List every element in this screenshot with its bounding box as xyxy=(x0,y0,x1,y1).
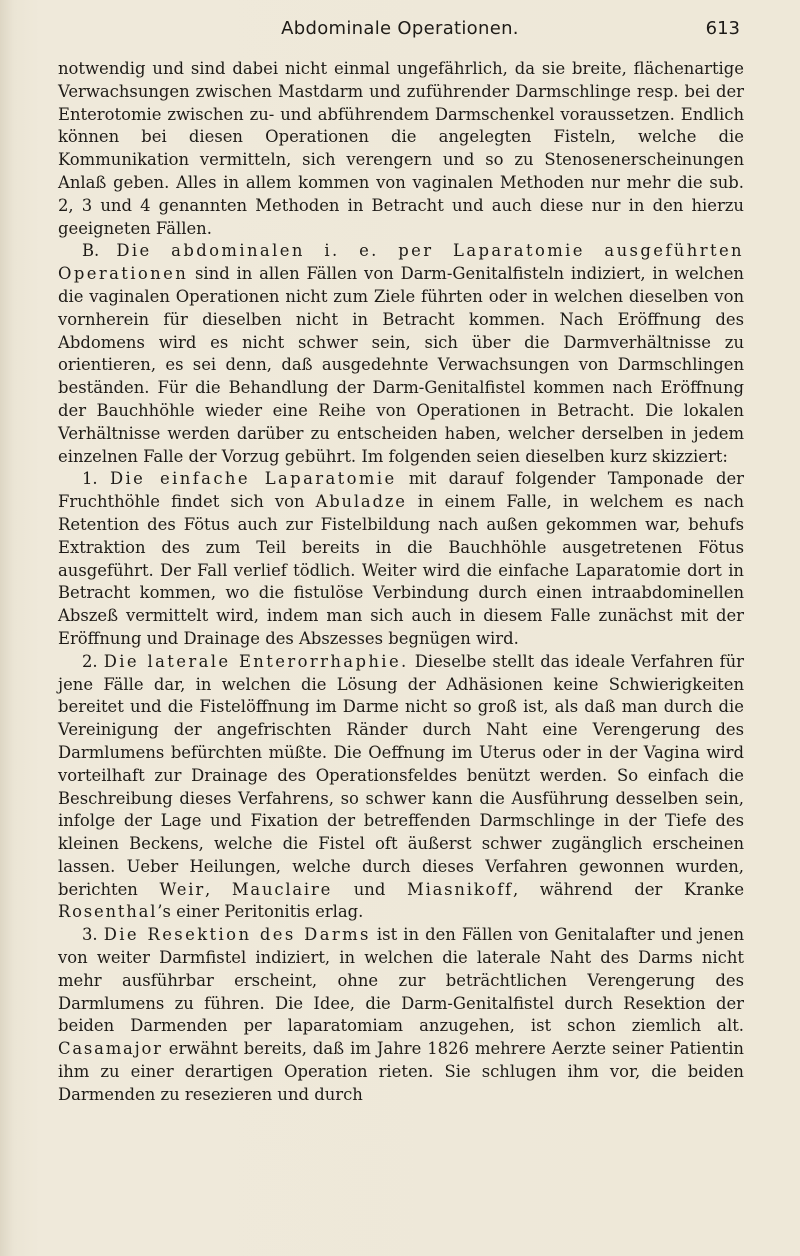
text-run: notwendig und sind dabei nicht einmal ungefährlich, da sie breite, flächenartige Verwachsungen zwischen Mastdarm und zuführender Darmschlinge resp. bei der Enterotomie zwischen zu- und abführendem Darmschenkel voraussetzen. Endlich können bei diesen Operationen die angelegten Fisteln, welche die Kommunikation vermitteln, sich verengern und so zu Stenosenerscheinungen Anlaß geben. Alles in allem kommen von vaginalen Methoden nur mehr die sub. 2, 3 und 4 genannten Methoden in Betracht und auch diese nur in den hierzu geeigneten Fällen. xyxy=(58,59,744,238)
author-name: Casamajor xyxy=(58,1039,163,1059)
author-name: Rosenthal xyxy=(58,902,158,922)
paragraph-4 xyxy=(58,924,744,1106)
spaced-heading: Die einfache Laparatomie xyxy=(109,469,397,489)
paragraph-0 xyxy=(58,58,744,240)
spaced-heading: Die laterale Enterorrhaphie. xyxy=(103,651,409,671)
text-run: 3. xyxy=(82,925,104,945)
text-run: in einem Falle, in welchem es nach Retention des Fötus auch zur Fistelbildung nach außen gekommen war, behufs Extraktion des zum Teil bereits in die Bauchhöhle ausgetretenen Fötus ausgeführt. Der Fall verlief tödlich. Weiter wird die einfache Laparatomie dort in Betracht kommen, wo die fistulöse Verbindung durch einen intraabdominellen Abszeß vermittelt wird, indem man sich auch in diesem Falle zunächst mit der Eröffnung und Drainage des Abszesses begnügen wird. xyxy=(58,492,744,648)
running-title: Abdominale Operationen. xyxy=(281,18,519,39)
author-name: Abuladze xyxy=(315,492,407,512)
paragraph-1 xyxy=(58,240,744,468)
author-name: Mauclaire xyxy=(231,879,333,899)
text-run: ist in den Fällen von Genitalafter und jenen von weiter Darmfistel indiziert, in welchen die laterale Naht des Darms nicht mehr ausführbar erscheint, ohne zur beträchtlichen Verengerung des Darmlumens zu führen. Die Idee, die Darm-Genitalfistel durch Resektion der beiden Darmenden per laparatomiam anzugehen, ist schon ziemlich alt. xyxy=(58,925,744,1036)
text-run: B. xyxy=(82,241,117,261)
paragraph-2 xyxy=(58,468,744,650)
author-name: Miasnikoff xyxy=(406,879,513,899)
text-run: 1. xyxy=(82,469,110,489)
text-run: Dieselbe stellt das ideale Verfahren für jene Fälle dar, in welchen die Lösung der Adhäsionen keine Schwierigkeiten bereitet und die Fistelöffnung im Darme nicht so groß ist, als daß man durch die Vereinigung der angefrischten Ränder durch Naht eine Verengerung des Darmlumens befürchten müßte. Die Oeffnung im Uterus oder in der Vagina wird vorteilhaft zur Drainage des Operationsfeldes benützt werden. So einfach die Beschreibung dieses Verfahrens, so schwer kann die Ausführung desselben sein, infolge der Lage und Fixation der betreffenden Darmschlinge in der Tiefe des kleinen Beckens, welche die Fistel oft äußerst schwer zugänglich erscheinen lassen. Ueber Heilungen, welche durch dieses Verfahren gewonnen wurden, berichten xyxy=(58,651,745,899)
text-run: und xyxy=(332,879,407,899)
text-run: ’s einer Peritonitis erlag. xyxy=(157,902,364,922)
author-name: Weir xyxy=(159,879,205,899)
page-number: 613 xyxy=(705,18,740,39)
spaced-heading: Die abdominalen i. e. per Laparatomie ausgeführten Operationen xyxy=(58,241,744,284)
paragraph-3 xyxy=(58,651,744,925)
text-run: 2. xyxy=(82,651,104,671)
text-run: sind in allen Fällen von Darm-Genitalfisteln indiziert, in welchen die vaginalen Operationen nicht zum Ziele führten oder in welchen dieselben von vornherein für dieselben nicht in Betracht kommen. Nach Eröffnung des Abdomens wird es nicht schwer sein, sich über die Darmverhältnisse zu orientieren, es sei denn, daß ausgedehnte Verwachsungen von Darmschlingen beständen. Für die Behandlung der Darm-Genitalfistel kommen nach Eröffnung der Bauchhöhle wieder eine Reihe von Operationen in Betracht. Die lokalen Verhältnisse werden darüber zu entscheiden haben, welcher derselben in jedem einzelnen Falle der Vorzug gebührt. Im folgenden seien dieselben kurz skizziert: xyxy=(58,264,744,466)
text-run: erwähnt bereits, daß im Jahre 1826 mehrere Aerzte seiner Patientin ihm zu einer derartigen Operation rieten. Sie schlugen ihm vor, die beiden Darmenden zu resezieren und durch xyxy=(58,1039,744,1104)
text-run: , während der Kranke xyxy=(512,879,745,899)
page-header xyxy=(60,14,740,44)
body-text xyxy=(58,58,744,1107)
text-run: , xyxy=(204,879,232,899)
spaced-heading: Die Resektion des Darms xyxy=(103,925,371,945)
text-run: mit darauf folgender Tamponade der Fruchthöhle findet sich von xyxy=(58,469,744,512)
